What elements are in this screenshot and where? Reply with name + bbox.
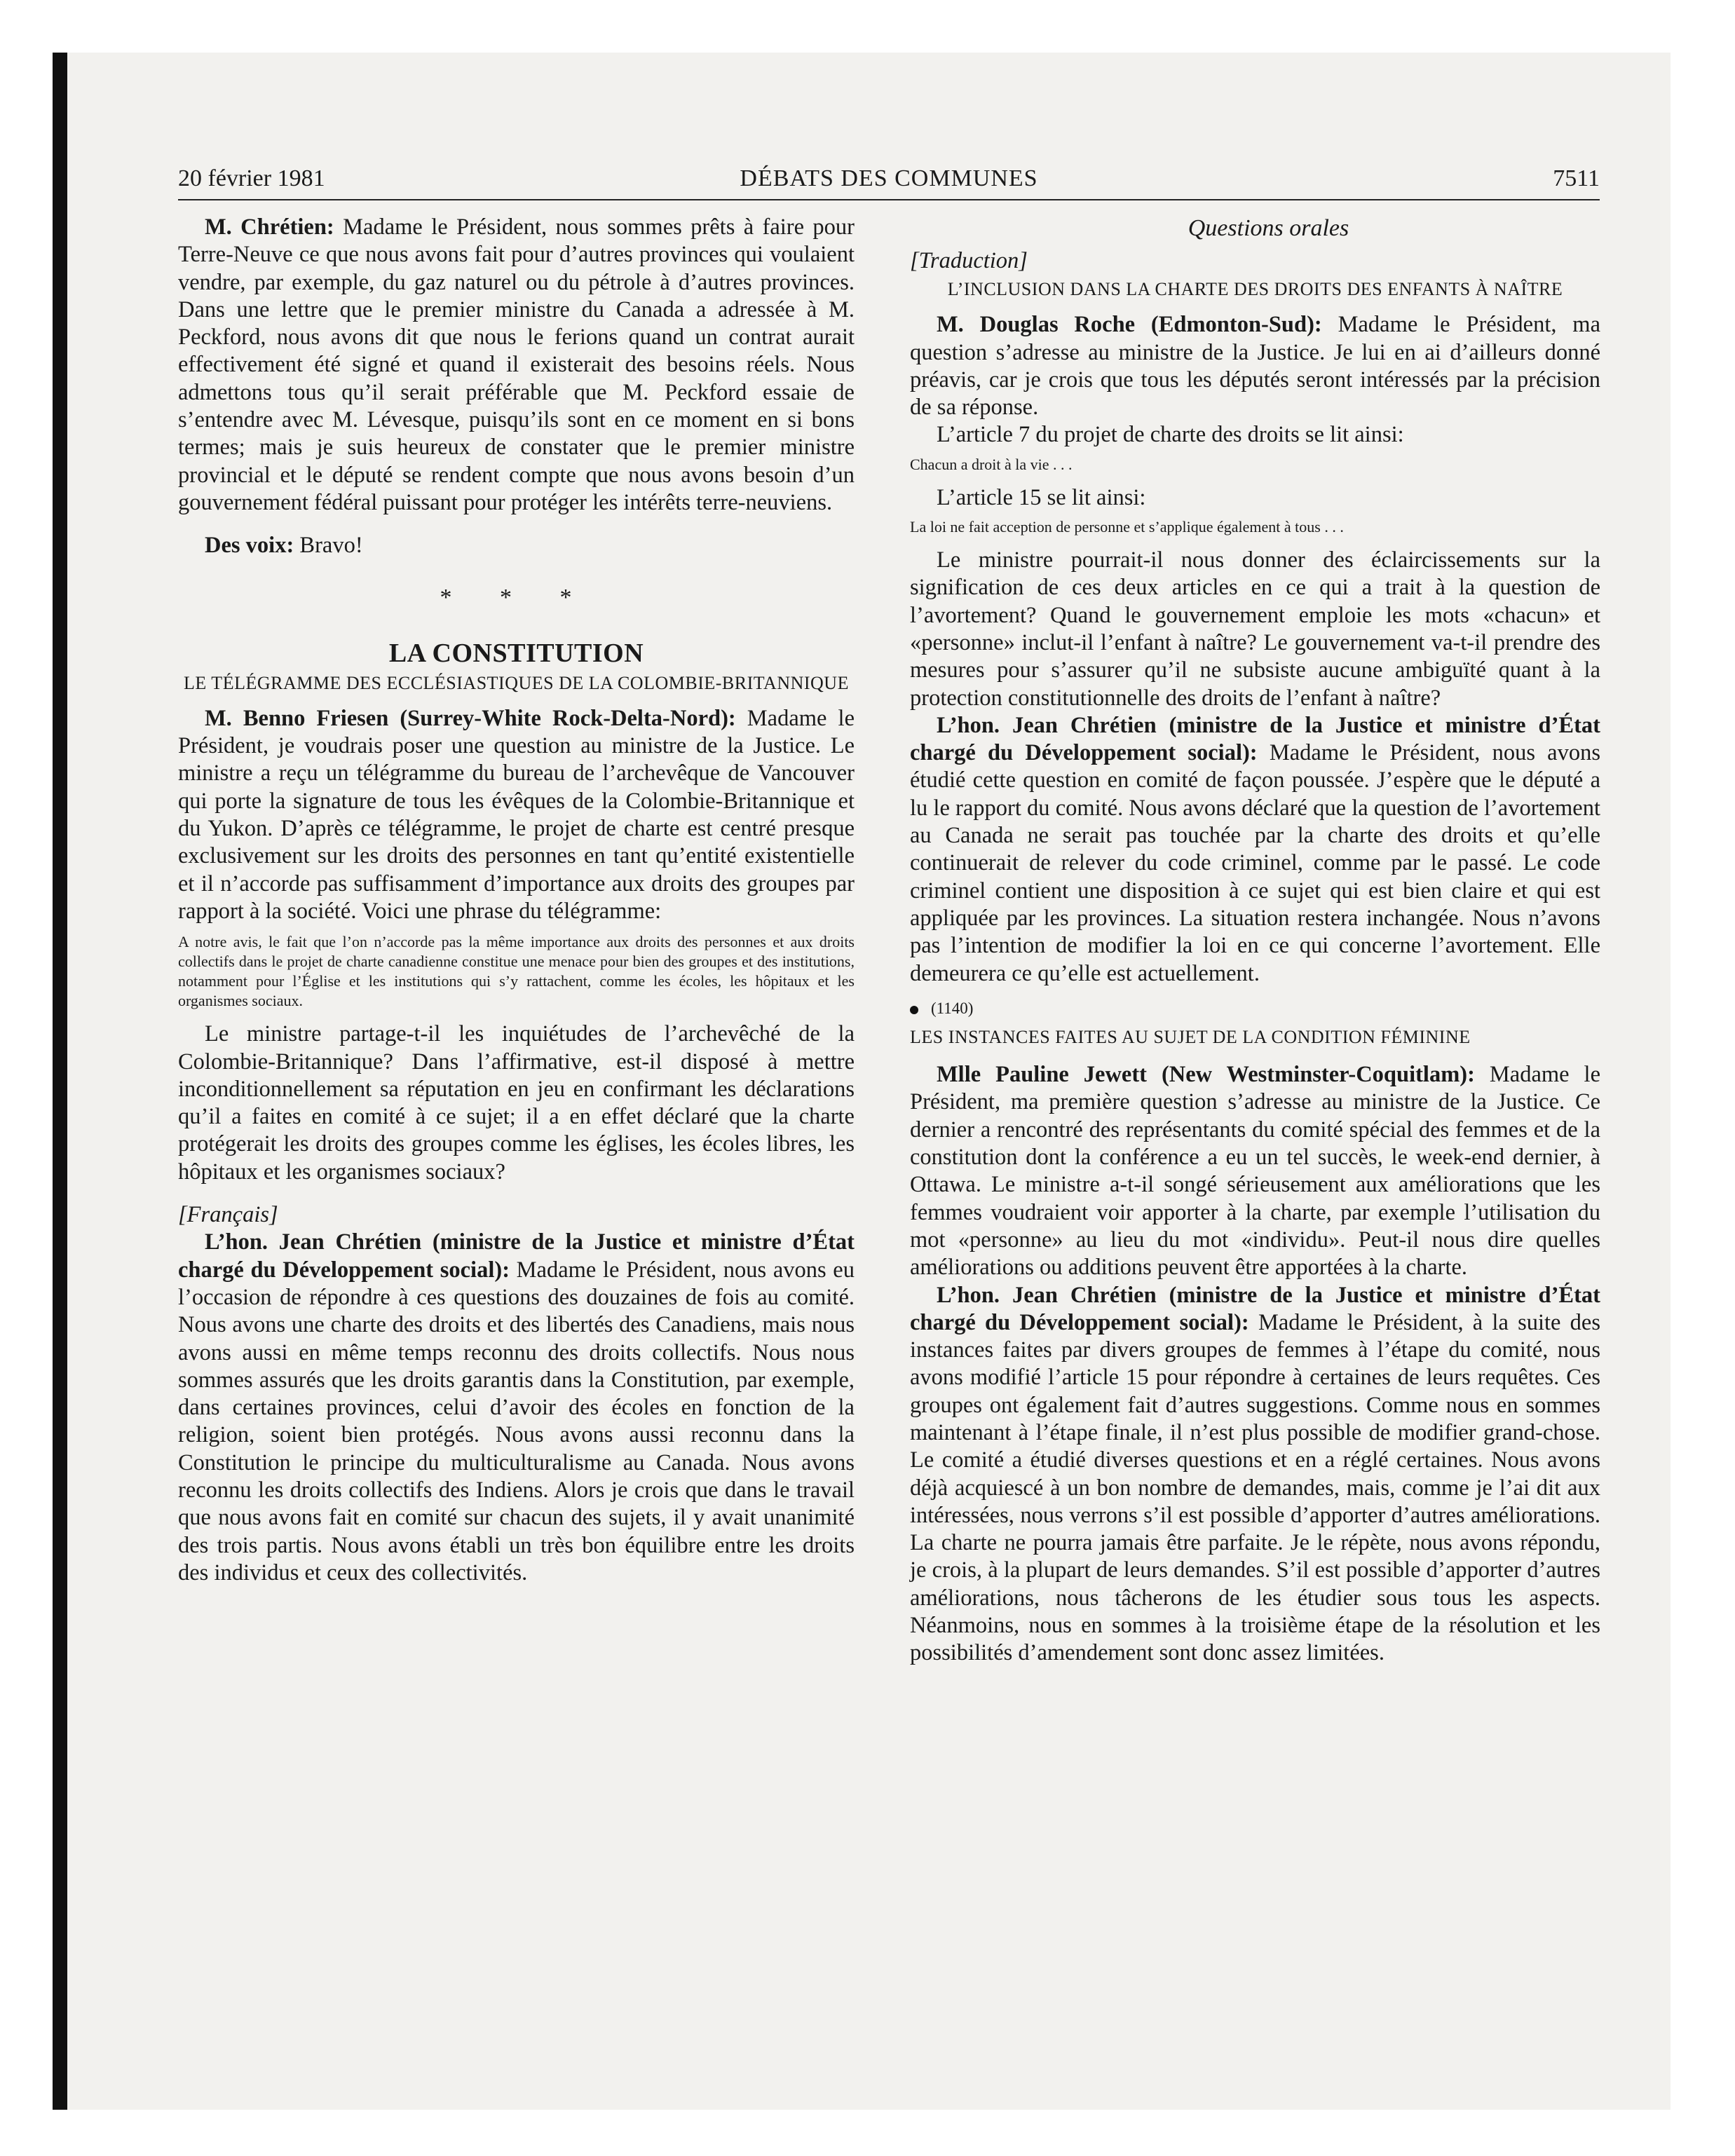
section-separator: * * * [440,584,593,610]
paragraph [910,311,1600,421]
time-marker [910,995,1600,1022]
paragraph [910,1061,1600,1281]
speaker: M. Benno Friesen (Surrey-White Rock-Delta-Nord): [205,705,736,731]
paragraph: Le ministre partage-t-il les inquiétudes de l’archevêché de la Colombie-Britannique? Dans l’affirmative, est-il disposé à mettre inconditionnellement sa réputation en jeu en confirmant les déclarations qu’il a faites en comité à ce sujet; il a en effet déclaré que la charte protégerait les droits des groupes comme les églises, les écoles libres, les hôpitaux et les organismes sociaux? [178,1021,855,1185]
paragraph [178,1229,855,1587]
paragraph [178,532,855,559]
journal-title: DÉBATS DES COMMUNES [740,165,1038,191]
speech-text: Bravo! [299,533,363,559]
page-number: 7511 [1553,165,1600,191]
section-heading: LA CONSTITUTION [388,638,644,668]
speech-text: Madame le Président, je voudrais poser une question au ministre de la Justice. Le ministre a reçu un télégramme du bureau de l’archevêque de Vancouver qui porte la signature de tous les évêques de la Colombie-Britannique et du Yukon. D’après ce télégramme, le projet de charte est centré presque exclusivement sur les droits des personnes en tant qu’entité existentielle et il n’accorde pas suffisamment d’importance aux droits des groupes par rapport à la société. Voici une phrase du télégramme: [178,705,855,924]
block-quote: A notre avis, le fait que l’on n’accorde pas la même importance aux droits des personnes et aux droits collectifs dans le projet de charte canadienne constitue une menace pour bien des groupes et des institutions, notamment pour l’Église et les institutions qui s’y rattachent, comme les écoles, les hôpitaux et les organismes sociaux. [178,933,855,1010]
speech-text: Madame le Président, ma question s’adresse au ministre de la Justice. Je lui en ai d’ailleurs donné préavis, car je crois que tous les députés seront intéressés par la précision de sa réponse. [910,312,1601,421]
speech-text: Madame le Président, nous avons eu l’occasion de répondre à ces questions des douzaines de fois au comité. Nous avons une charte des droits et des libertés des Canadiens, mais nous avons aussi en même temps reconnu des droits collectifs. Nous nous sommes assurés que les droits garantis dans la Constitution, par exemple, dans certaines provinces, celui d’avoir des écoles en fonction de la religion, soient bien protégés. Nous avons aussi reconnu dans la Constitution le principe du multiculturalisme au Canada. Nous avons reconnu les droits collectifs des Indiens. Alors je crois que dans le travail que nous avons fait en comité sur chacun des sujets, il y avait unanimité des trois partis. Nous avons établi un très bon équilibre entre les droits des individus et ceux des collectivités. [178,1257,855,1585]
left-column [178,214,855,1587]
page-header [178,165,1600,202]
speaker: L’hon. Jean Chrétien (ministre de la Justice et ministre d’État chargé du Développement social): [178,1229,855,1283]
subheading: LE TÉLÉGRAMME DES ECCLÉSIASTIQUES DE LA COLOMBIE-BRITANNIQUE [184,672,849,693]
speech-text: Madame le Président, nous sommes prêts à faire pour Terre-Neuve ce que nous avons fait pour d’autres provinces qui voulaient vendre, par exemple, du gaz naturel ou du pétrole à d’autres provinces. Dans une lettre que le premier ministre du Canada a adressée à M. Peckford, nous avons dit que nous le ferions quand un contrat aurait effectivement été signé et quand il existerait des besoins réels. Nous admettons tous qu’il serait préférable que M. Peckford essaie de s’entendre avec M. Lévesque, puisqu’ils sont en ce moment en si bons termes; mais je suis heureux de constater que le premier ministre provincial et le député se rendent compte que nous avons besoin d’un gouvernement fédéral puissant pour protéger les intérêts terre-neuviens. [178,214,855,515]
language-marker: [Français] [178,1202,278,1228]
subheading: L’INCLUSION DANS LA CHARTE DES DROITS DES ENFANTS À NAÎTRE [947,279,1563,300]
subheading: LES INSTANCES FAITES AU SUJET DE LA CONDITION FÉMININE [910,1027,1471,1048]
paragraph: Le ministre pourrait-il nous donner des éclaircissements sur la signification de ces deux articles en ce qui a trait à la question de l’avortement? Quand le gouvernement emploie les mots «chacun» et «personne» inclut-il l’enfant à naître? Le gouvernement va-t-il prendre des mesures pour s’assurer qu’il ne subsiste aucune ambiguïté quant à la protection constitutionnelle des droits de l’enfant à naître? [910,547,1600,711]
speaker: M. Chrétien: [205,214,334,240]
header-rule [178,199,1600,200]
speech-text: Madame le Président, nous avons étudié cette question en comité de façon poussée. J’espère que le député a lu le rapport du comité. Nous avons déclaré que la question de l’avortement au Canada ne serait pas touchée par la charte des droits et qu’elle continuerait de relever du code criminel, comme par le passé. Le code criminel contient une disposition à ce sujet qui est bien claire et qui est appliquée par les provinces. La situation restera inchangée. Nous n’avons pas l’intention de modifier la loi en ce qui concerne l’avortement. Elle demeurera ce qu’elle est actuellement. [910,740,1600,986]
bullet-icon [910,1006,918,1014]
block-quote: La loi ne fait acception de personne et s’applique également à tous . . . [910,518,1344,536]
paragraph [178,705,855,925]
rubric: Questions orales [1188,215,1349,241]
language-marker: [Traduction] [910,248,1028,273]
speech-text: Madame le Président, à la suite des instances faites par divers groupes de femmes à l’étape du comité, nous avons modifié l’article 15 pour répondre à certaines de leurs requêtes. Ces groupes ont également fait d’autres suggestions. Comme nous en sommes maintenant à l’étape finale, il n’est plus possible de modifier grand-chose. Le comité a étudié diverses questions et en a réglé certaines. Nous avons déjà acquiescé à un bon nombre de demandes, mais, comme je l’ai dit aux intéressées, nous verrons s’il est possible d’apporter d’autres améliorations. La charte ne pourra jamais être parfaite. Je le répète, nous avons répondu, je crois, à la plupart de leurs demandes. S’il est possible d’apporter d’autres améliorations, nous tâcherons de les étudier sous tous les aspects. Néanmoins, nous en sommes à la troisième étape de la résolution et les possibilités d’amendement sont donc assez limitées. [910,1309,1600,1666]
binding-edge [53,53,67,2110]
speaker: L’hon. Jean Chrétien (ministre de la Justice et ministre d’État chargé du Développement social): [910,1282,1600,1335]
paragraph [178,214,855,517]
paragraph: L’article 7 du projet de charte des droits se lit ainsi: [937,422,1404,448]
speech-text: Madame le Président, ma première question s’adresse au ministre de la Justice. Ce dernier a rencontré des représentants du comité spécial des femmes et de la constitution dont la conférence a eu un tel succès, le week-end dernier, à Ottawa. Le ministre a-t-il songé sérieusement aux améliorations que les femmes voudraient voir apporter à la charte, par exemple l’utilisation du mot «personne» au lieu du mot «individu». Peut-il nous dire quelles améliorations ou additions peuvent être apportées à la charte. [910,1062,1600,1281]
speaker: Des voix: [205,533,294,559]
paragraph: L’article 15 se lit ainsi: [937,484,1146,510]
time-marker-text: (1140) [931,999,974,1017]
right-column [910,214,1600,1667]
speaker: L’hon. Jean Chrétien (ministre de la Justice et ministre d’État chargé du Développement social): [910,712,1600,766]
speaker: Mlle Pauline Jewett (New Westminster-Coquitlam): [937,1062,1475,1088]
paragraph [910,1282,1600,1667]
paragraph [910,712,1600,988]
speaker: M. Douglas Roche (Edmonton-Sud): [937,312,1322,338]
block-quote: Chacun a droit à la vie . . . [910,455,1073,473]
header-date: 20 février 1981 [178,165,325,191]
